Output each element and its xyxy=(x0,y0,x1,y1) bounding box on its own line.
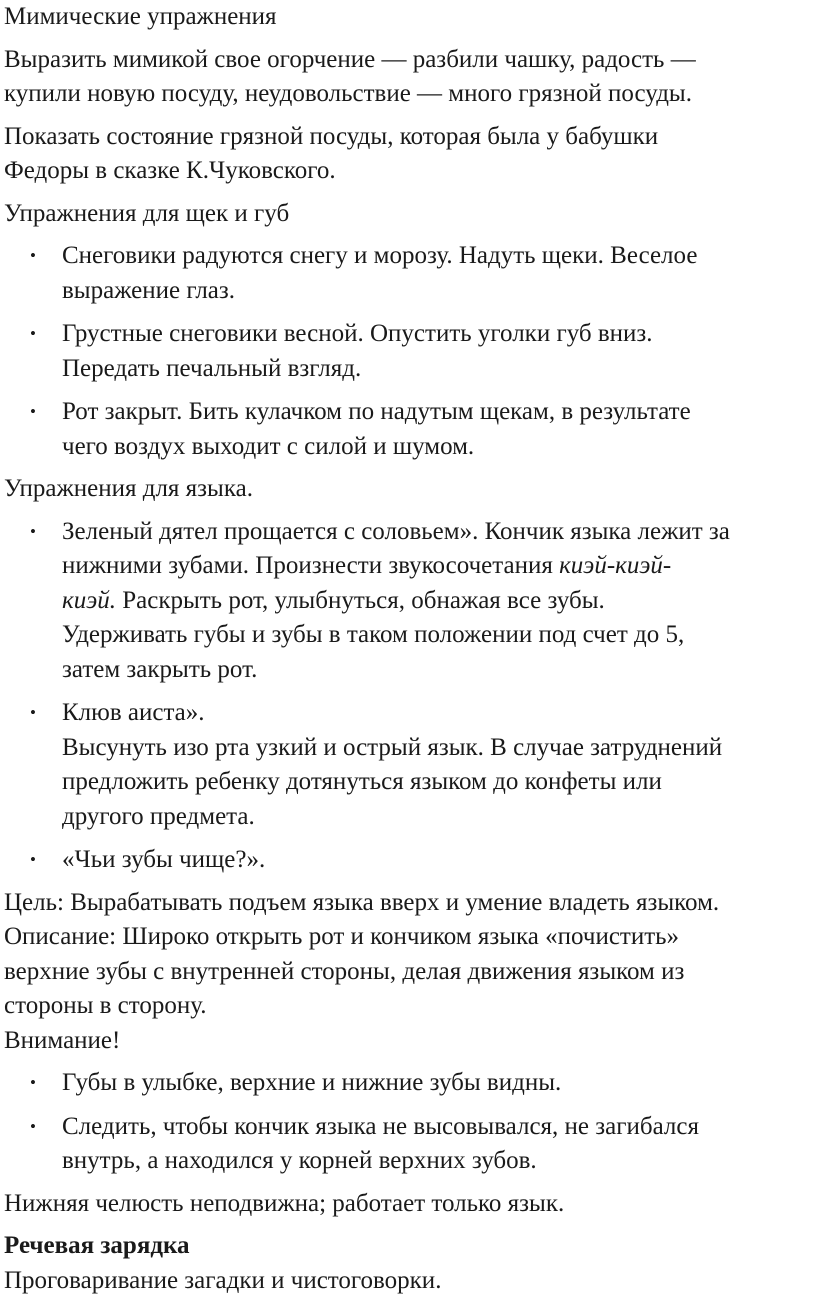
list-item xyxy=(4,696,812,834)
paragraph-speech: Проговаривание загадки и чистоговорки. xyxy=(4,1264,812,1298)
text-line: Показать состояние грязной посуды, которая была у бабушки xyxy=(4,120,812,155)
list-item xyxy=(4,395,812,464)
list-item xyxy=(4,239,812,308)
text-line: стороны в сторону. xyxy=(4,989,812,1024)
paragraph-jaw-note: Нижняя челюсть неподвижна; работает только язык. xyxy=(4,1187,812,1222)
text-line: внутрь, а находился у корней верхних зубов. xyxy=(62,1144,812,1179)
text-line: верхние зубы с внутренней стороны, делая движения языком из xyxy=(4,955,812,990)
text-line: другого предмета. xyxy=(62,800,812,835)
text-line: Удерживать губы и зубы в таком положении под счет до 5, xyxy=(62,618,812,653)
list-cheeks-exercises xyxy=(4,239,812,464)
goal-line: Цель: Вырабатывать подъем языка вверх и умение владеть языком. xyxy=(4,886,812,921)
text-line: Зеленый дятел прощается с соловьем». Кончик языка лежит за xyxy=(62,515,812,550)
document-page xyxy=(4,0,812,1298)
bullet-icon: • xyxy=(30,317,36,352)
bullet-icon: • xyxy=(30,239,36,274)
italic-sound-combination: киэй-киэй- xyxy=(559,552,671,579)
list-item xyxy=(4,1066,812,1101)
text-line: Описание: Широко открыть рот и кончиком языка «почистить» xyxy=(4,920,812,955)
text-line: затем закрыть рот. xyxy=(62,653,812,688)
section-title-tongue: Упражнения для языка. xyxy=(4,472,812,507)
section-title-mimic: Мимические упражнения xyxy=(4,0,812,35)
paragraph-dirty-dishes xyxy=(4,120,812,189)
text-line: Рот закрыт. Бить кулачком по надутым щекам, в результате xyxy=(62,395,812,430)
text-fragment: Раскрыть рот, улыбнуться, обнажая все зубы. xyxy=(116,587,605,614)
text-line: Клюв аиста». xyxy=(62,696,812,731)
text-line: «Чьи зубы чище?». xyxy=(62,843,812,878)
paragraph-mimic-emotions xyxy=(4,43,812,112)
list-item xyxy=(4,843,812,878)
text-line xyxy=(62,549,812,584)
text-line: Выразить мимикой свое огорчение — разбили чашку, радость — xyxy=(4,43,812,78)
bullet-icon: • xyxy=(30,843,36,878)
text-line: Высунуть изо рта узкий и острый язык. В случае затруднений xyxy=(62,731,812,766)
text-line: выражение глаз. xyxy=(62,274,812,309)
text-fragment: нижними зубами. Произнести звукосочетания xyxy=(62,552,559,579)
text-line: Снеговики радуются снегу и морозу. Надуть щеки. Веселое xyxy=(62,239,812,274)
list-item xyxy=(4,515,812,688)
italic-sound-combination: киэй. xyxy=(62,587,116,614)
attention-label: Внимание! xyxy=(4,1024,812,1059)
text-line: предложить ребенку дотянуться языком до конфеты или xyxy=(62,765,812,800)
bullet-icon: • xyxy=(30,1066,36,1101)
bullet-icon: • xyxy=(30,515,36,550)
text-line: Губы в улыбке, верхние и нижние зубы видны. xyxy=(62,1066,812,1101)
text-line xyxy=(62,584,812,619)
text-line: Следить, чтобы кончик языка не высовывался, не загибался xyxy=(62,1110,812,1145)
list-item xyxy=(4,317,812,386)
section-title-cheeks: Упражнения для щек и губ xyxy=(4,197,812,232)
text-line: купили новую посуду, неудовольствие — много грязной посуды. xyxy=(4,77,812,112)
bullet-icon: • xyxy=(30,696,36,731)
section-title-speech: Речевая зарядка xyxy=(4,1229,812,1264)
list-tongue-exercises xyxy=(4,515,812,878)
bullet-icon: • xyxy=(30,395,36,430)
paragraph-goal-description xyxy=(4,886,812,1059)
list-item xyxy=(4,1110,812,1179)
list-attention-items xyxy=(4,1066,812,1179)
text-line: Федоры в сказке К.Чуковского. xyxy=(4,154,812,189)
bullet-icon: • xyxy=(30,1110,36,1145)
text-line: чего воздух выходит с силой и шумом. xyxy=(62,430,812,465)
text-line: Грустные снеговики весной. Опустить уголки губ вниз. xyxy=(62,317,812,352)
text-line: Передать печальный взгляд. xyxy=(62,352,812,387)
